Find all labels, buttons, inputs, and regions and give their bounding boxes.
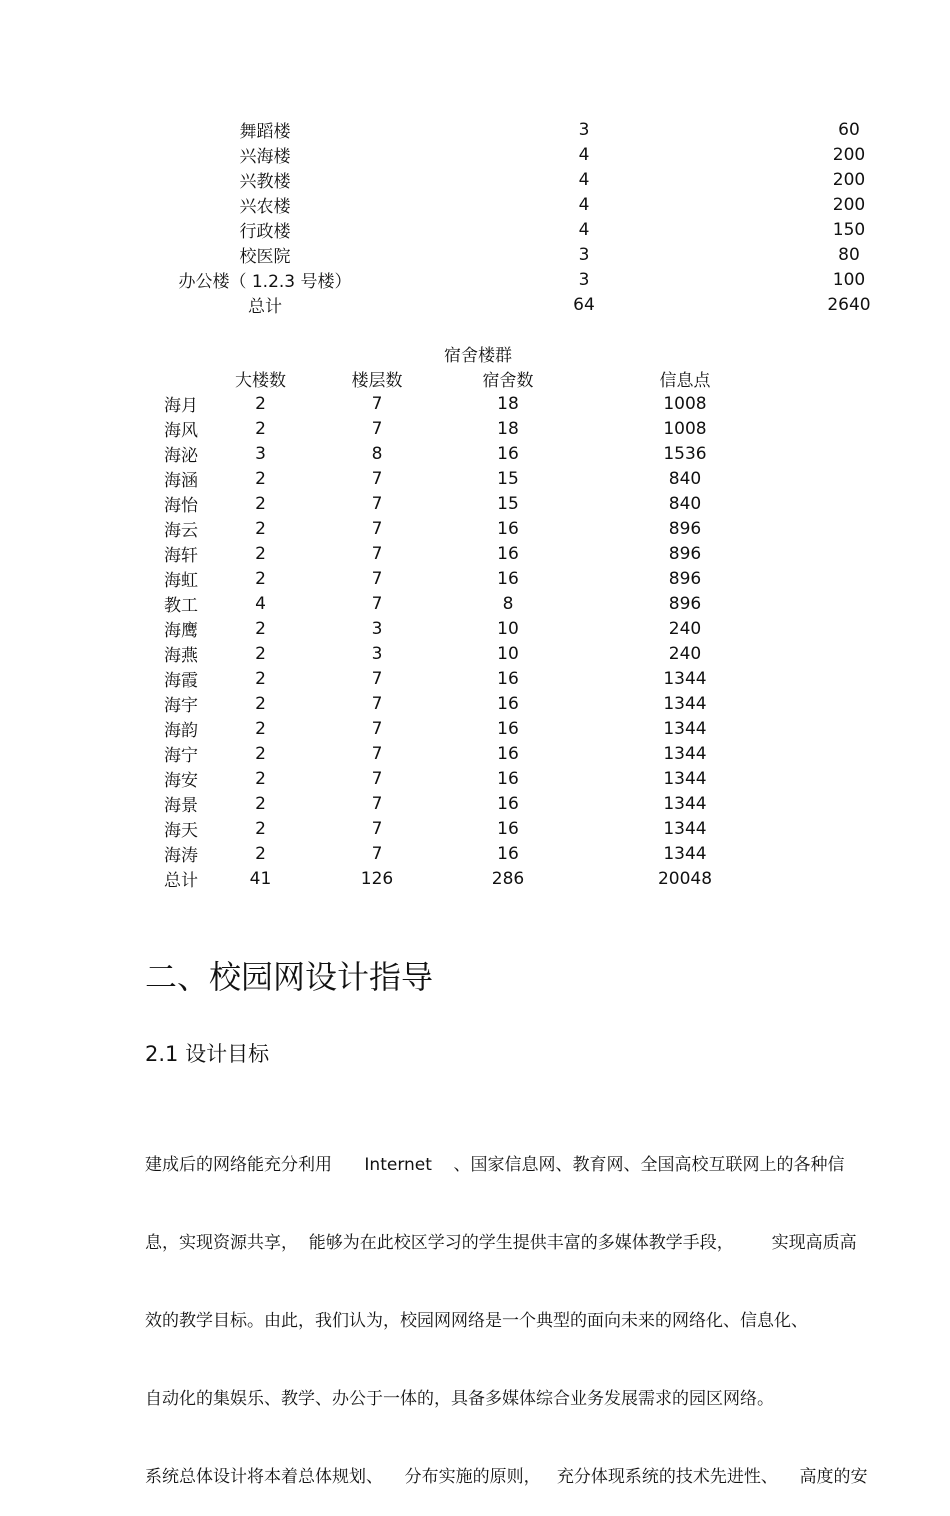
paragraph-line: 自动化的集娱乐、教学、办公于一体的，具备多媒体综合业务发展需求的园区网络。 bbox=[145, 1389, 774, 1409]
table-row bbox=[0, 541, 785, 566]
table-row bbox=[0, 741, 785, 766]
table-row bbox=[0, 441, 785, 466]
table-cell: 18 bbox=[497, 393, 519, 414]
table-cell: 18 bbox=[497, 418, 519, 439]
table-cell: 3 bbox=[578, 269, 590, 290]
table-cell: 7 bbox=[371, 693, 383, 714]
table-cell: 教工 bbox=[164, 596, 198, 616]
paragraph-line: 系统总体设计将本着总体规划、 分布实施的原则， 充分体现系统的技术先进性、 高度的安 bbox=[145, 1467, 868, 1487]
paragraph-line: 建成后的网络能充分利用 Internet 、国家信息网、教育网、全国高校互联网上的各种信 bbox=[145, 1155, 845, 1175]
table-cell: 16 bbox=[497, 793, 519, 814]
table-cell: 3 bbox=[371, 618, 383, 639]
table-cell: 4 bbox=[578, 144, 590, 165]
table-cell: 海景 bbox=[164, 796, 198, 816]
paragraph-line: 效的教学目标。由此，我们认为，校园网网络是一个典型的面向未来的网络化、信息化、 bbox=[145, 1311, 808, 1331]
table-cell: 20048 bbox=[657, 868, 713, 889]
table-cell: 海天 bbox=[164, 821, 198, 841]
table-cell: 海怡 bbox=[164, 496, 198, 516]
table-cell: 2 bbox=[255, 393, 266, 414]
table-cell: 840 bbox=[668, 468, 702, 489]
table-row bbox=[0, 791, 785, 816]
table-cell: 兴海楼 bbox=[239, 147, 291, 167]
table-cell: 16 bbox=[497, 743, 519, 764]
table-cell: 4 bbox=[578, 219, 590, 240]
table-cell: 海鹰 bbox=[164, 621, 198, 641]
table-cell: 896 bbox=[668, 518, 702, 539]
table-row bbox=[0, 242, 910, 267]
table-cell: 16 bbox=[497, 818, 519, 839]
table-row bbox=[0, 716, 785, 741]
table-row bbox=[0, 142, 910, 167]
table-cell: 校医院 bbox=[239, 247, 291, 267]
table-row bbox=[0, 816, 785, 841]
table-cell: 1344 bbox=[663, 693, 707, 714]
table-cell: 16 bbox=[497, 443, 519, 464]
table-cell: 1344 bbox=[663, 743, 707, 764]
table-cell: 3 bbox=[578, 119, 590, 140]
section-subheading: 2.1 设计目标 bbox=[145, 1042, 270, 1066]
table-cell: 4 bbox=[578, 194, 590, 215]
table-row bbox=[0, 167, 910, 192]
table-cell: 7 bbox=[371, 468, 383, 489]
paragraph-line: 息，实现资源共享， 能够为在此校区学习的学生提供丰富的多媒体教学手段， 实现高质高 bbox=[145, 1233, 857, 1253]
table-cell: 8 bbox=[371, 443, 383, 464]
table-cell: 兴教楼 bbox=[239, 172, 291, 192]
table-row bbox=[0, 192, 910, 217]
table-cell: 海安 bbox=[164, 771, 198, 791]
table-cell: 1008 bbox=[663, 418, 707, 439]
table-cell: 7 bbox=[371, 568, 383, 589]
table-cell: 2 bbox=[255, 493, 266, 514]
table-cell: 2 bbox=[255, 718, 266, 739]
table-cell: 16 bbox=[497, 693, 519, 714]
table-cell: 总计 bbox=[164, 871, 198, 891]
table-cell: 126 bbox=[360, 868, 394, 889]
table-cell: 2 bbox=[255, 618, 266, 639]
table-row bbox=[0, 766, 785, 791]
table-cell: 2 bbox=[255, 643, 266, 664]
table-cell: 7 bbox=[371, 818, 383, 839]
table-cell: 海宇 bbox=[164, 696, 198, 716]
table-row bbox=[0, 416, 785, 441]
table-cell: 4 bbox=[578, 169, 590, 190]
table-cell: 7 bbox=[371, 543, 383, 564]
table-cell: 7 bbox=[371, 768, 383, 789]
section-heading: 二、校园网设计指导 bbox=[145, 958, 434, 996]
table-row bbox=[0, 691, 785, 716]
table-cell: 海霞 bbox=[164, 671, 198, 691]
table-cell: 海月 bbox=[164, 396, 198, 416]
table-cell: 1344 bbox=[663, 768, 707, 789]
table-cell: 286 bbox=[491, 868, 525, 889]
table-cell: 60 bbox=[838, 119, 860, 140]
table-cell: 7 bbox=[371, 493, 383, 514]
table-row bbox=[0, 217, 910, 242]
table-row bbox=[0, 491, 785, 516]
table-cell: 10 bbox=[497, 618, 519, 639]
table-cell: 41 bbox=[249, 868, 272, 889]
header-cell: 楼层数 bbox=[351, 371, 403, 391]
dorm-table-header-row bbox=[0, 366, 785, 391]
table-cell: 1008 bbox=[663, 393, 707, 414]
table-cell: 240 bbox=[668, 618, 702, 639]
table-cell: 100 bbox=[832, 269, 866, 290]
table-cell: 16 bbox=[497, 843, 519, 864]
table-row bbox=[0, 466, 785, 491]
table-cell: 15 bbox=[497, 468, 519, 489]
table-cell: 16 bbox=[497, 668, 519, 689]
table-cell: 2 bbox=[255, 568, 266, 589]
table-cell: 海云 bbox=[164, 521, 198, 541]
table-row bbox=[0, 616, 785, 641]
table-cell: 3 bbox=[255, 443, 266, 464]
header-cell: 大楼数 bbox=[235, 371, 286, 391]
table-cell: 7 bbox=[371, 793, 383, 814]
building-table bbox=[0, 117, 910, 317]
table-cell: 舞蹈楼 bbox=[239, 122, 291, 142]
table-row bbox=[0, 117, 910, 142]
table-cell: 2 bbox=[255, 693, 266, 714]
table-cell: 16 bbox=[497, 768, 519, 789]
table-cell: 200 bbox=[832, 169, 866, 190]
table-cell: 7 bbox=[371, 718, 383, 739]
table-cell: 办公楼（ 1.2.3 号楼） bbox=[178, 272, 352, 292]
table-cell: 兴农楼 bbox=[239, 197, 291, 217]
table-cell: 2 bbox=[255, 743, 266, 764]
table-cell: 2 bbox=[255, 793, 266, 814]
table-row bbox=[0, 391, 785, 416]
table-cell: 200 bbox=[832, 144, 866, 165]
table-cell: 64 bbox=[573, 294, 595, 315]
table-cell: 80 bbox=[838, 244, 860, 265]
table-cell: 行政楼 bbox=[239, 222, 291, 242]
table-cell: 896 bbox=[668, 568, 702, 589]
table-cell: 总计 bbox=[248, 297, 282, 317]
table-row bbox=[0, 841, 785, 866]
table-cell: 7 bbox=[371, 418, 383, 439]
table-cell: 7 bbox=[371, 668, 383, 689]
table-cell: 16 bbox=[497, 568, 519, 589]
table-row bbox=[0, 267, 910, 292]
table-row bbox=[0, 516, 785, 541]
table-cell: 7 bbox=[371, 843, 383, 864]
table-row bbox=[0, 292, 910, 317]
table-cell: 896 bbox=[668, 543, 702, 564]
table-row bbox=[0, 566, 785, 591]
table-cell: 2 bbox=[255, 768, 266, 789]
table-cell: 1536 bbox=[663, 443, 707, 464]
table-cell: 海虹 bbox=[164, 571, 198, 591]
table-cell: 2 bbox=[255, 668, 266, 689]
table-cell: 150 bbox=[832, 219, 866, 240]
table-cell: 8 bbox=[502, 593, 514, 614]
table-cell: 240 bbox=[668, 643, 702, 664]
header-cell: 宿舍数 bbox=[482, 371, 534, 391]
table-cell: 2640 bbox=[827, 294, 871, 315]
body-paragraph bbox=[145, 1100, 880, 1516]
table-cell: 7 bbox=[371, 743, 383, 764]
table-cell: 海涵 bbox=[164, 471, 198, 491]
table-cell: 3 bbox=[371, 643, 383, 664]
header-cell bbox=[0, 366, 198, 391]
table-cell: 7 bbox=[371, 393, 383, 414]
table-cell: 1344 bbox=[663, 668, 707, 689]
table-cell: 海涛 bbox=[164, 846, 198, 866]
table-cell: 海轩 bbox=[164, 546, 198, 566]
table-cell: 2 bbox=[255, 418, 266, 439]
table-cell: 1344 bbox=[663, 718, 707, 739]
table-cell: 海燕 bbox=[164, 646, 198, 666]
table-cell: 海宁 bbox=[164, 746, 198, 766]
table-row bbox=[0, 591, 785, 616]
table-cell: 3 bbox=[578, 244, 590, 265]
table-cell: 1344 bbox=[663, 793, 707, 814]
table-cell: 海泌 bbox=[164, 446, 198, 466]
table-cell: 16 bbox=[497, 518, 519, 539]
table-cell: 海风 bbox=[164, 421, 198, 441]
table-cell: 2 bbox=[255, 518, 266, 539]
table-cell: 896 bbox=[668, 593, 702, 614]
table-cell: 200 bbox=[832, 194, 866, 215]
table-cell: 2 bbox=[255, 818, 266, 839]
table-cell: 1344 bbox=[663, 843, 707, 864]
table-cell: 16 bbox=[497, 718, 519, 739]
table-row bbox=[0, 866, 785, 891]
table-cell: 7 bbox=[371, 518, 383, 539]
table-row bbox=[0, 666, 785, 691]
dorm-table-caption: 宿舍楼群 bbox=[444, 346, 512, 366]
table-row bbox=[0, 641, 785, 666]
table-cell: 1344 bbox=[663, 818, 707, 839]
table-cell: 10 bbox=[497, 643, 519, 664]
table-cell: 840 bbox=[668, 493, 702, 514]
table-cell: 2 bbox=[255, 843, 266, 864]
table-cell: 7 bbox=[371, 593, 383, 614]
header-cell: 信息点 bbox=[659, 371, 711, 391]
table-cell: 2 bbox=[255, 468, 266, 489]
table-cell: 海韵 bbox=[164, 721, 198, 741]
table-cell: 2 bbox=[255, 543, 266, 564]
dorm-table bbox=[0, 366, 785, 891]
table-cell: 16 bbox=[497, 543, 519, 564]
table-cell: 15 bbox=[497, 493, 519, 514]
table-cell: 4 bbox=[255, 593, 266, 614]
